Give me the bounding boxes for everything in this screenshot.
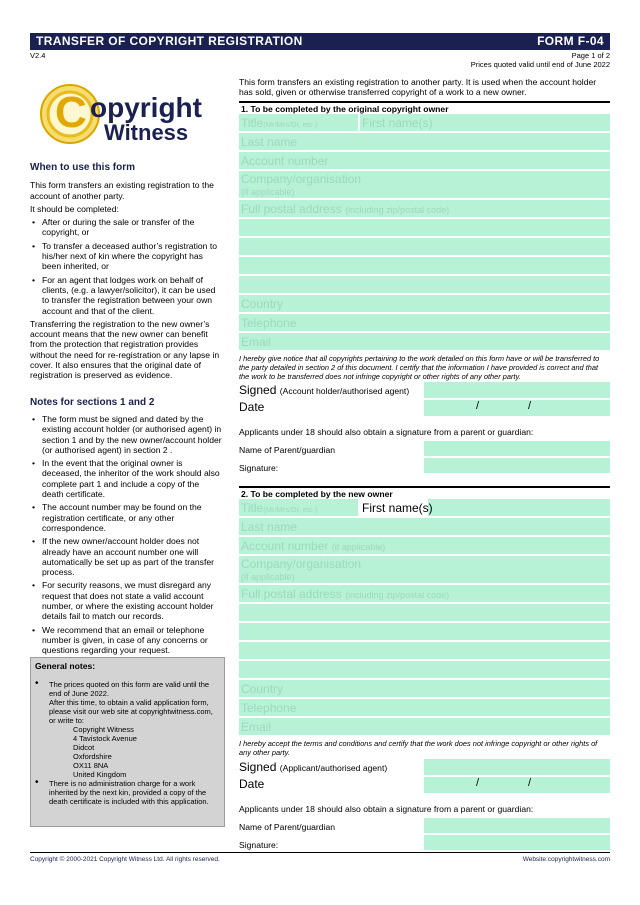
bullet-icon: • [35,678,39,689]
email-field[interactable] [239,333,610,352]
last-name-field[interactable] [239,518,610,537]
when-to-use-section [30,163,222,655]
address-line-field[interactable] [239,238,610,257]
address-line-field[interactable] [239,604,610,623]
field-label: Full postal address [241,587,342,601]
parent-label: Name of Parent/guardian [239,445,336,456]
postal-address-field[interactable] [239,585,610,604]
address-line: Didcot [73,743,95,752]
when-completed: It should be completed: [30,203,119,214]
intro-text: This form transfers an existing registration to another party. It is used when the account holder has sold, given or otherwise transferred copyright of a work to a new owner. [239,77,597,98]
signed-label [239,760,387,774]
address-line: OX11 8NA [73,761,109,770]
general-note-admin [35,779,220,806]
signed-text: Signed [239,383,277,397]
section-1 [239,101,610,475]
date-separator: / [476,777,480,789]
telephone-field[interactable] [239,699,610,718]
company-field[interactable] [239,171,610,200]
first-name-field[interactable]: First name(s) [358,114,433,132]
address-line-field[interactable] [239,219,610,238]
address-line-field[interactable] [239,276,610,295]
notes-list [30,414,222,656]
section-2-title: 2. To be completed by the new owner [239,486,610,499]
signature-date-block [239,382,610,418]
list-item: • After or during the sale or transfer of the copyright, or [30,217,222,238]
guardian-signature-field[interactable] [424,835,610,852]
parent-name-field[interactable] [424,818,610,835]
logo-c: C [55,88,87,137]
general-note-text: The prices quoted on this form are valid until the end of June 2022. [49,680,210,698]
date-field[interactable] [424,400,610,418]
date-field[interactable] [424,777,610,795]
signature-field[interactable] [424,759,610,777]
field-label: Country [241,297,284,311]
address-line: 4 Tavistock Avenue [73,734,137,743]
field-label: Title [241,116,264,130]
parent-label: Name of Parent/guardian [239,822,336,833]
when-list [30,217,222,316]
signed-hint: (Account holder/authorised agent) [279,386,410,396]
list-item: • In the event that the original owner is deceased, the inheritor of the work should also complete part 1 and include a copy of the death certificate. [30,458,222,499]
field-label: Title [241,501,264,515]
bullet-icon: • [35,777,39,788]
field-label: Account number [241,154,329,168]
list-item: • The account number may be found on the registration certificate, or any other correspondence. [30,502,222,533]
general-note-text: There is no administration charge for a work inherited by the next kin, provided a copy of the death certificate is included with this application. [49,779,209,806]
field-label: Last name [241,520,298,534]
under-18-note: Applicants under 18 should also obtain a signature from a parent or guardian: [239,427,534,437]
address-line-field[interactable] [239,642,610,661]
list-item: • For an agent that lodges work on behalf of clients, (e.g. a lawyer/solicitor), it can be used to transfer the registration between your own account and that of the client. [30,275,222,316]
date-separator: / [528,777,532,789]
guardian-signature-label: Signature: [239,840,279,851]
when-explanation: Transferring the registration to the new owner’s account means that the new owner can benefit from the protection that registration provides without the need for re-registration or any lapse in cover. It also ensures that the original date of registration is preserved as evidence. [30,318,220,381]
guardian-block [239,441,610,475]
address-line: United Kingdom [73,770,127,779]
list-item: • For security reasons, we must disregard any request that does not state a valid account number, or where the existing account holder details fail to match our records. [30,580,222,621]
company-field[interactable] [239,556,610,585]
section-2 [239,486,610,852]
list-item: • If the new owner/account holder does not already have an account number one will automatically be set up as part of the transfer process. [30,536,222,577]
section-1-title: 1. To be completed by the original copyright owner [239,101,610,114]
field-hint: (if applicable) [331,542,386,552]
general-note-text: After this time, to obtain a valid application form, please visit our web site at copyrightwitness.com, or write to: [49,698,213,725]
field-hint: (Mr/Mrs/Dr, etc.) [263,505,318,514]
form-code: FORM F-04 [537,34,604,48]
declaration-text: I hereby give notice that all copyrights pertaining to the work detailed on this form have or will be transferred to the party detailed in section 2 of this document. I certify that the information I have provided is correct and that the work to be transferred does not infringe copyright or other rights of any other party. [239,354,600,381]
field-label: Telephone [241,701,297,715]
address-line-field[interactable] [239,623,610,642]
logo-text-witness: Witness [104,120,189,145]
field-hint: (Mr/Mrs/Dr, etc.) [263,120,318,129]
list-item: • To transfer a deceased author’s registration to his/her next of kin where the copyright has been inherited, or [30,241,222,272]
date-label: Date [239,777,265,791]
declaration-text: I hereby accept the terms and conditions and certify that the work does not infringe copyright or other rights of any other party. [239,739,598,757]
address-block [49,725,220,779]
telephone-field[interactable] [239,314,610,333]
signature-field[interactable] [424,382,610,400]
email-field[interactable] [239,718,610,737]
parent-name-field[interactable] [424,441,610,458]
signed-label [239,383,409,397]
general-notes-title: General notes: [35,661,96,671]
signed-hint: (Applicant/authorised agent) [279,763,388,773]
guardian-signature-field[interactable] [424,458,610,475]
account-number-field[interactable] [239,152,610,171]
field-hint: (if applicable) [241,572,295,582]
date-separator: / [528,400,532,412]
date-label: Date [239,400,265,414]
field-label: Company/organisation [241,172,362,186]
general-notes-box [30,657,225,827]
logo [38,80,202,150]
footer [30,852,610,863]
address-line-field[interactable] [239,257,610,276]
address-line-field[interactable] [239,661,610,680]
form-title-banner [30,33,610,50]
field-label: Full postal address [241,202,342,216]
field-hint: (if applicable) [241,187,295,197]
guardian-block [239,818,610,852]
field-label: Account number [241,539,329,553]
title-field[interactable] [239,114,610,133]
field-label: Email [241,335,272,349]
field-label: Country [241,682,284,696]
footer-website[interactable]: Website:copyrightwitness.com [522,856,610,863]
field-label: Last name [241,135,298,149]
footer-copyright: Copyright © 2000-2021 Copyright Witness Ltd. All rights reserved. [30,856,220,863]
date-separator: / [476,400,480,412]
under-18-note: Applicants under 18 should also obtain a signature from a parent or guardian: [239,804,534,814]
page-number: Page 1 of 2 [571,51,610,60]
country-field[interactable] [239,680,610,699]
list-item: • The form must be signed and dated by the existing account holder (or authorised agent) in section 1 and by the new owner/account holder (or authorised agent) in section 2 . [30,414,222,455]
field-hint: (including zip/postal code) [345,205,450,215]
title-field[interactable] [239,499,610,518]
first-name-field[interactable]: First name(s) [358,499,428,518]
field-label: Company/organisation [241,557,362,571]
logo-text-copyright: opyright [90,92,202,123]
signed-text: Signed [239,760,277,774]
when-intro: This form transfers an existing registration to the account of another party. [30,180,214,201]
guardian-signature-label: Signature: [239,463,279,474]
field-label: Email [241,720,272,734]
postal-address-field[interactable] [239,200,610,219]
signature-date-block [239,759,610,795]
when-title: When to use this form [30,162,135,173]
list-item: • We recommend that an email or telephone number is given, in case of any concerns or questions regarding your request. [30,625,222,656]
version: V2.4 [30,51,46,60]
address-line: Oxfordshire [73,752,112,761]
notes-title: Notes for sections 1 and 2 [30,396,155,408]
prices-note: Prices quoted valid until end of June 2022 [470,60,610,69]
general-note-prices [35,680,220,779]
last-name-field[interactable] [239,133,610,152]
field-label: Telephone [241,316,297,330]
form-title: TRANSFER OF COPYRIGHT REGISTRATION [36,34,303,48]
account-number-field[interactable] [239,537,610,556]
address-line: Copyright Witness [73,725,134,734]
field-hint: (including zip/postal code) [345,590,450,600]
country-field[interactable] [239,295,610,314]
